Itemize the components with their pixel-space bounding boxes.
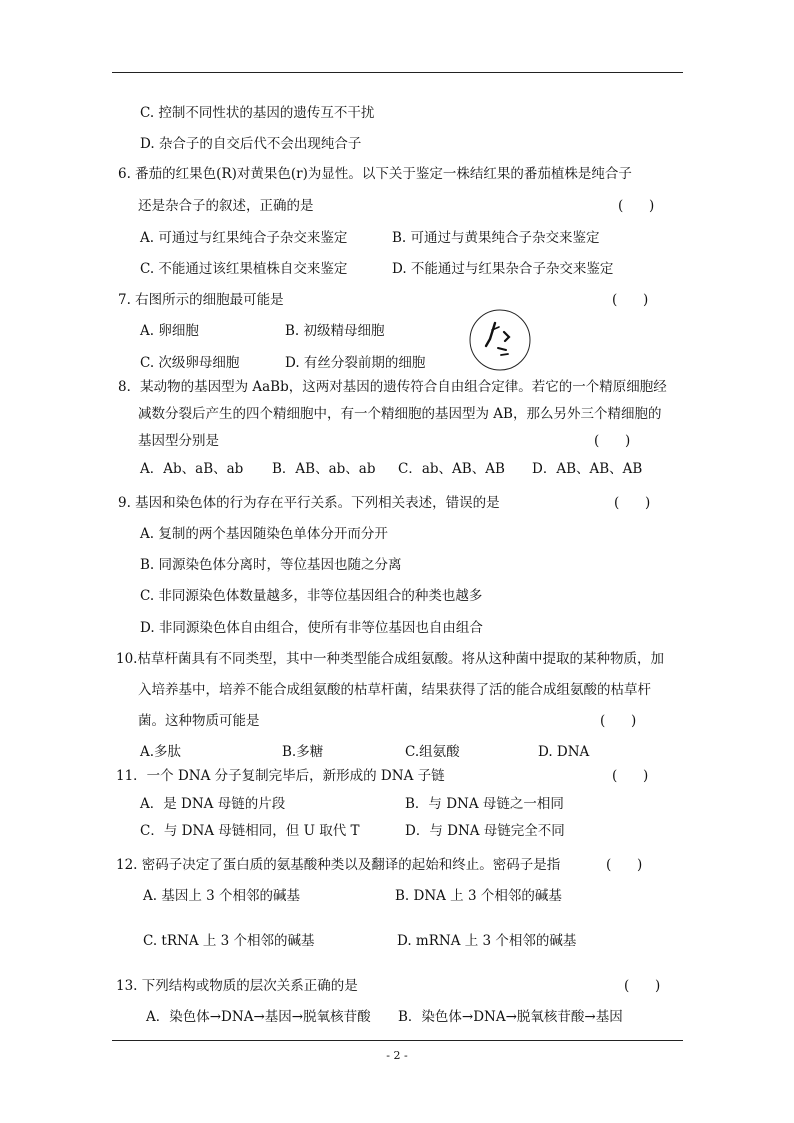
q8-stem-line-1: 8．某动物的基因型为 AaBb，这两对基因的遗传符合自由组合定律。若它的一个精原细胞经	[118, 379, 667, 395]
q6-stem-line-2: 还是杂合子的叙述，正确的是	[138, 198, 314, 214]
q6-option-a: A. 可通过与红果纯合子杂交来鉴定	[140, 230, 348, 246]
q10-answer-paren: ( )	[600, 713, 637, 729]
q8-answer-paren: ( )	[594, 433, 631, 449]
q9-option-a: A. 复制的两个基因随染色单体分开而分开	[140, 526, 388, 542]
q12-option-a: A. 基因上 3 个相邻的碱基	[143, 888, 301, 904]
q10-option-c: C.组氨酸	[405, 744, 460, 760]
footer-rule	[112, 1040, 683, 1041]
q13-stem: 13. 下列结构或物质的层次关系正确的是	[116, 978, 358, 994]
q6-stem-line-1: 6. 番茄的红果色(R)对黄果色(r)为显性。以下关于鉴定一株结红果的番茄植株是纯合子	[118, 166, 632, 182]
q8-stem-line-3: 基因型分别是	[138, 433, 219, 449]
q8-option-b: B．AB、ab、ab	[272, 461, 376, 477]
q7-option-b: B. 初级精母细胞	[285, 323, 385, 339]
q9-option-b: B. 同源染色体分离时，等位基因也随之分离	[140, 557, 402, 573]
q9-option-d: D. 非同源染色体自由组合，使所有非等位基因也自由组合	[140, 620, 483, 636]
q9-answer-paren: ( )	[614, 495, 651, 511]
q11-option-c: C．与 DNA 母链相同，但 U 取代 T	[140, 823, 360, 839]
q12-stem: 12. 密码子决定了蛋白质的氨基酸种类以及翻译的起始和终止。密码子是指	[116, 857, 561, 873]
q13-option-b: B．染色体→DNA→脱氧核苷酸→基因	[398, 1009, 623, 1025]
header-rule	[112, 72, 683, 73]
q7-option-c: C. 次级卵母细胞	[140, 355, 240, 371]
q10-option-b: B.多糖	[282, 744, 324, 760]
q8-option-c: C．ab、AB、AB	[398, 461, 505, 477]
q12-option-b: B. DNA 上 3 个相邻的碱基	[395, 888, 562, 904]
q10-stem-line-3: 菌。这种物质可能是	[138, 713, 260, 729]
q10-option-d: D. DNA	[538, 744, 590, 760]
q13-answer-paren: ( )	[624, 978, 661, 994]
q6-option-c: C. 不能通过该红果植株自交来鉴定	[140, 261, 348, 277]
q11-answer-paren: ( )	[612, 768, 649, 784]
q11-option-d: D．与 DNA 母链完全不同	[405, 823, 565, 839]
q7-answer-paren: ( )	[612, 292, 649, 308]
q12-option-d: D. mRNA 上 3 个相邻的碱基	[397, 933, 577, 949]
q7-stem: 7. 右图所示的细胞最可能是	[118, 292, 284, 308]
q10-stem-line-1: 10.枯草杆菌具有不同类型，其中一种类型能合成组氨酸。将从这种菌中提取的某种物质，加	[116, 651, 664, 667]
q12-answer-paren: ( )	[606, 857, 643, 873]
q5-option-c: C. 控制不同性状的基因的遗传互不干扰	[140, 105, 375, 121]
q9-stem: 9. 基因和染色体的行为存在平行关系。下列相关表述，错误的是	[118, 495, 500, 511]
q13-option-a: A．染色体→DNA→基因→脱氧核苷酸	[146, 1009, 371, 1025]
q8-stem-line-2: 减数分裂后产生的四个精细胞中，有一个精细胞的基因型为 AB，那么另外三个精细胞的	[138, 406, 662, 422]
q7-option-d: D. 有丝分裂前期的细胞	[285, 355, 426, 371]
q9-option-c: C. 非同源染色体数量越多，非等位基因组合的种类也越多	[140, 588, 483, 604]
q10-option-a: A.多肽	[140, 744, 182, 760]
page-number: - 2 -	[386, 1049, 408, 1062]
q8-option-a: A．Ab、aB、ab	[140, 461, 244, 477]
q7-option-a: A. 卵细胞	[140, 323, 199, 339]
cell-division-figure	[468, 308, 532, 372]
q12-option-c: C. tRNA 上 3 个相邻的碱基	[143, 933, 315, 949]
q6-option-d: D. 不能通过与红果杂合子杂交来鉴定	[392, 261, 614, 277]
q10-stem-line-2: 入培养基中，培养不能合成组氨酸的枯草杆菌，结果获得了活的能合成组氨酸的枯草杆	[138, 682, 651, 698]
q8-option-d: D．AB、AB、AB	[532, 461, 643, 477]
q5-option-d: D. 杂合子的自交后代不会出现纯合子	[140, 136, 362, 152]
q11-option-a: A．是 DNA 母链的片段	[140, 796, 286, 812]
q6-answer-paren: ( )	[618, 198, 655, 214]
q11-option-b: B．与 DNA 母链之一相同	[405, 796, 564, 812]
q11-stem: 11．一个 DNA 分子复制完毕后，新形成的 DNA 子链	[116, 768, 445, 784]
q6-option-b: B. 可通过与黄果纯合子杂交来鉴定	[392, 230, 600, 246]
